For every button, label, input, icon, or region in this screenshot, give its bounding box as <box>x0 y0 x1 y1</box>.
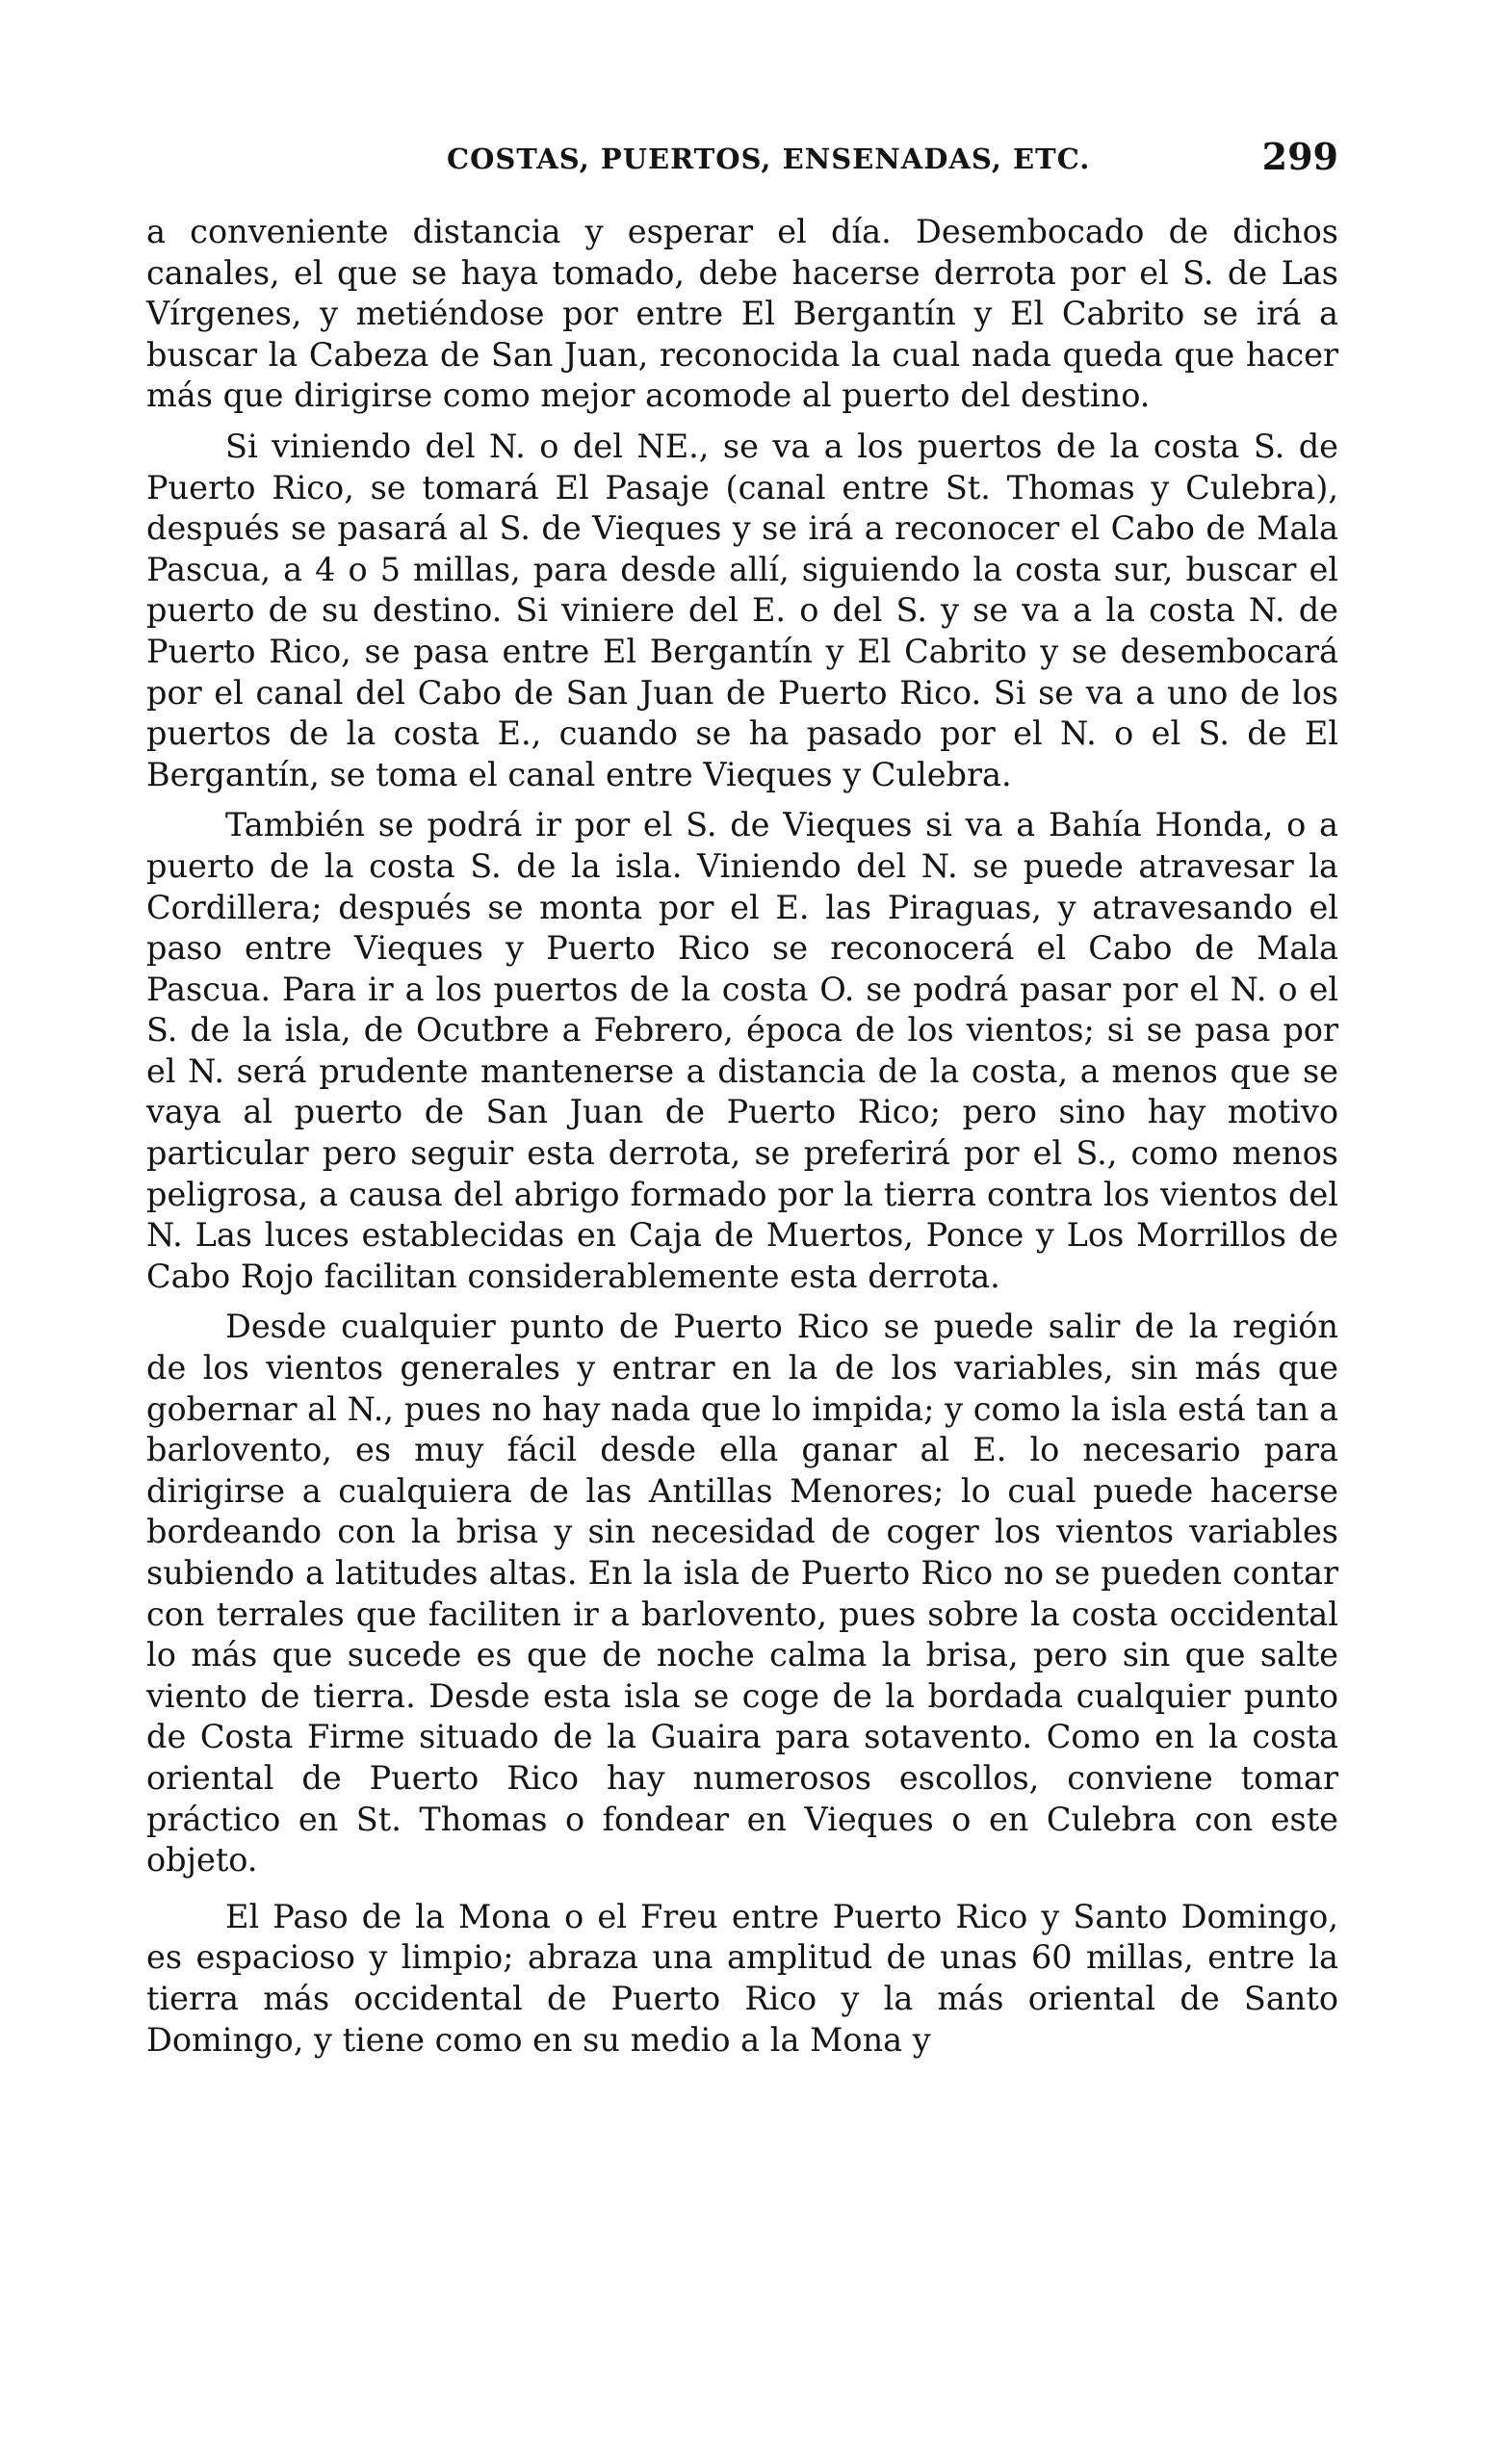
paragraph-5: El Paso de la Mona o el Freu entre Puerto Rico y Santo Domingo, es espacioso y limpio; abraza una amplitud de unas 60 millas, entre la tierra más occidental de Puerto Rico y la más oriental de Santo Domingo, y tiene como en su medio a la Mona y <box>146 1897 1338 2059</box>
paragraph-4: Desde cualquier punto de Puerto Rico se puede salir de la región de los vientos generales y entrar en la de los variables, sin más que gobernar al N., pues no hay nada que lo impida; y como la isla está tan a barlovento, es muy fácil desde ella ganar al E. lo necesario para dirigirse a cualquiera de las Antillas Menores; lo cual puede hacerse bordeando con la brisa y sin necesidad de coger los vientos variables subiendo a latitudes altas. En la isla de Puerto Rico no se pueden contar con terrales que faciliten ir a barlovento, pues sobre la costa occidental lo más que sucede es que de noche calma la brisa, pero sin que salte viento de tierra. Desde esta isla se coge de la bordada cualquier punto de Costa Firme situado de la Guaira para sotavento. Como en la costa oriental de Puerto Rico hay numerosos escollos, conviene tomar práctico en St. Thomas o fondear en Vieques o en Culebra con este objeto. <box>146 1308 1338 1880</box>
page-number: 299 <box>1261 135 1338 178</box>
page-header <box>146 135 1338 185</box>
body-text <box>146 212 1338 2061</box>
paragraph-1: a conveniente distancia y esperar el día. Desembocado de dichos canales, el que se haya tomado, debe hacerse derrota por el S. de Las Vírgenes, y metiéndose por entre El Bergantín y El Cabrito se irá a buscar la Cabeza de San Juan, reconocida la cual nada queda que hacer más que dirigirse como mejor acomode al puerto del destino. <box>146 213 1338 415</box>
paragraph-2: Si viniendo del N. o del NE., se va a los puertos de la costa S. de Puerto Rico, se tomará El Pasaje (canal entre St. Thomas y Culebra), después se pasará al S. de Vieques y se irá a reconocer el Cabo de Mala Pascua, a 4 o 5 millas, para desde allí, siguiendo la costa sur, buscar el puerto de su destino. Si viniere del E. o del S. y se va a la costa N. de Puerto Rico, se pasa entre El Bergantín y El Cabrito y se desembocará por el canal del Cabo de San Juan de Puerto Rico. Si se va a uno de los puertos de la costa E., cuando se ha pasado por el N. o el S. de El Bergantín, se toma el canal entre Vieques y Culebra. <box>146 427 1338 793</box>
paragraph-3: También se podrá ir por el S. de Vieques si va a Bahía Honda, o a puerto de la costa S. de la isla. Viniendo del N. se puede atravesar la Cordillera; después se monta por el E. las Piraguas, y atravesando el paso entre Vieques y Puerto Rico se reconocerá el Cabo de Mala Pascua. Para ir a los puertos de la costa O. se podrá pasar por el N. o el S. de la isla, de Ocutbre a Febrero, época de los vientos; si se pasa por el N. será prudente mantenerse a distancia de la costa, a menos que se vaya al puerto de San Juan de Puerto Rico; pero sino hay motivo particular pero seguir esta derrota, se preferirá por el S., como menos peligrosa, a causa del abrigo formado por la tierra contra los vientos del N. Las luces establecidas en Caja de Muertos, Ponce y Los Morrillos de Cabo Rojo facilitan considerablemente esta derrota. <box>146 806 1338 1295</box>
running-head: COSTAS, PUERTOS, ENSENADAS, ETC. <box>447 143 1091 175</box>
